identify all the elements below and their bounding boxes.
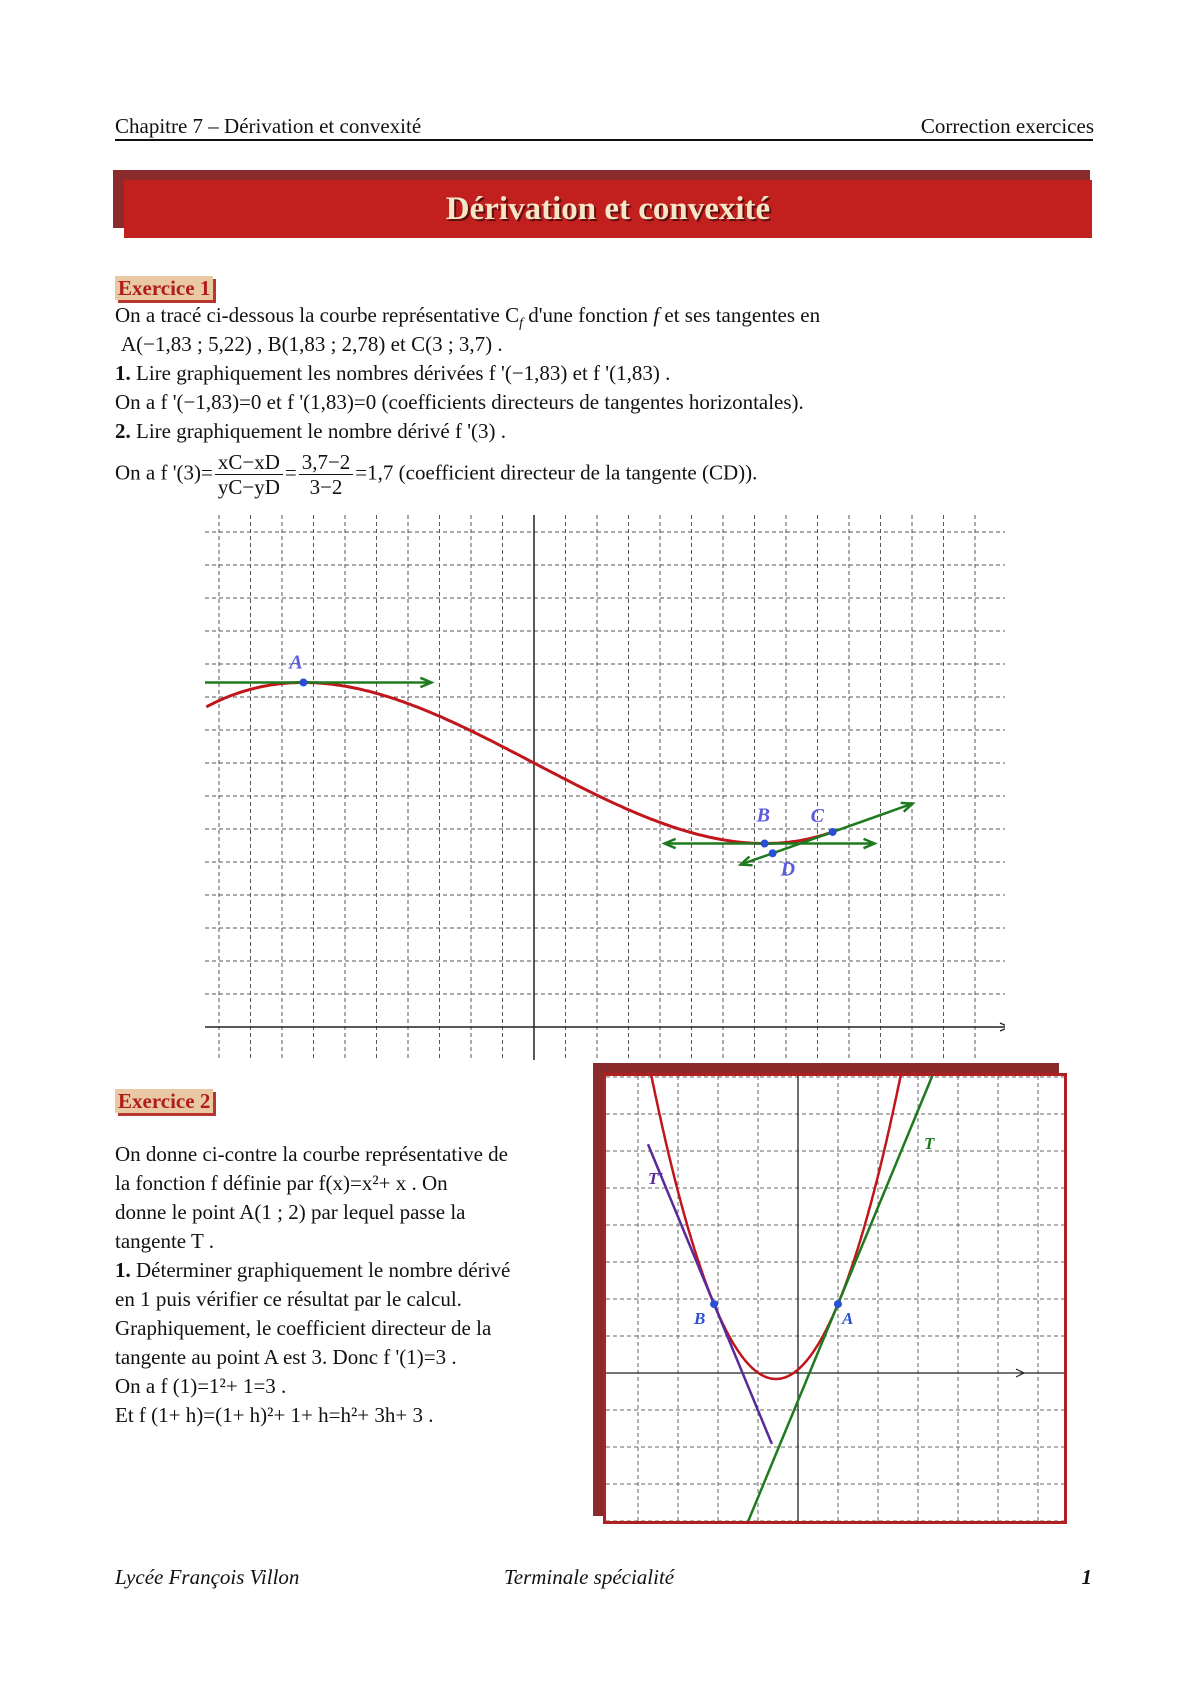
graph-2-frame xyxy=(603,1073,1067,1524)
exercise-2-line: On donne ci-contre la courbe représentative de xyxy=(115,1142,508,1166)
exercise-2-line: la fonction f définie par f(x)=x²+ x . On xyxy=(115,1171,448,1195)
footer-class: Terminale spécialité xyxy=(504,1565,675,1589)
exercise-2-label: Exercice 2 xyxy=(115,1089,213,1113)
point-c xyxy=(829,828,837,836)
footer-school: Lycée François Villon xyxy=(115,1565,300,1589)
section-header: Correction exercices xyxy=(920,114,1094,138)
label-t-prime: T' xyxy=(648,1169,664,1188)
fraction-values: $\frac{3,7-2}{3-2}$ xyxy=(299,450,354,499)
exercise-1-label: Exercice 1 xyxy=(115,276,213,300)
label-c: C xyxy=(810,804,824,827)
graph-exercise-1 xyxy=(205,515,1005,1060)
curve-parabola xyxy=(650,1076,901,1379)
exercise-2-line: Graphiquement, le coefficient directeur de la xyxy=(115,1316,492,1340)
exercise-2-line: donne le point A(1 ; 2) par lequel passe la xyxy=(115,1200,466,1224)
label-b: B xyxy=(694,1309,706,1329)
point-a xyxy=(834,1300,842,1308)
page-number: 1 xyxy=(1081,1565,1092,1589)
exercise-2-line: Et f (1+ h)=(1+ h)²+ 1+ h=h²+ 3h+ 3 . xyxy=(115,1403,434,1427)
page-title: Dérivation et convexité xyxy=(445,190,771,227)
exercise-2-text xyxy=(115,1140,510,1430)
chapter-header: Chapitre 7 – Dérivation et convexité xyxy=(115,114,422,138)
label-d: D xyxy=(780,858,796,881)
exercise-1-points: A(−1,83 ; 5,22) , B(1,83 ; 2,78) et C(3 ; 3,7) . xyxy=(121,332,503,356)
exercise-1-question-2: 2. Lire graphiquement le nombre dérivé f '(3) . xyxy=(115,419,506,443)
graph-exercise-2 xyxy=(606,1076,1064,1521)
fraction-slope: $\frac{xC-xD}{yC-yD}$ xyxy=(215,450,283,499)
exercise-2-line: en 1 puis vérifier ce résultat par le calcul. xyxy=(115,1287,462,1311)
exercise-1-answer-1: On a f '(−1,83)=0 et f '(1,83)=0 (coefficients directeurs de tangentes horizontales). xyxy=(115,390,804,414)
point-a xyxy=(299,678,307,686)
label-a: A xyxy=(289,651,303,674)
label-b: B xyxy=(756,804,770,827)
label-a: A xyxy=(841,1309,854,1329)
header-rule xyxy=(115,139,1093,141)
exercise-2-line: 1. Déterminer graphiquement le nombre dérivé xyxy=(115,1258,511,1282)
label-t: T xyxy=(924,1134,935,1153)
exercise-1-intro: On a tracé ci-dessous la courbe représentative $C_f$ d'une fonction f et ses tangentes en xyxy=(115,303,821,332)
exercise-2-line: tangente au point A est 3. Donc f '(1)=3 . xyxy=(115,1345,457,1369)
point-b xyxy=(710,1300,718,1308)
title-banner xyxy=(124,180,1092,238)
exercise-1-question-1: 1. Lire graphiquement les nombres dérivées f '(−1,83) et f '(1,83) . xyxy=(115,361,671,385)
point-d xyxy=(769,849,777,857)
exercise-2-line: tangente T . xyxy=(115,1229,214,1253)
tangent-t-prime xyxy=(648,1144,772,1444)
point-b xyxy=(761,840,769,848)
tangent-t xyxy=(735,1076,937,1521)
exercise-2-line: On a f (1)=1²+ 1=3 . xyxy=(115,1374,287,1398)
exercise-1-answer-2: On a f '(3)= $\frac{xC-xD}{yC-yD}$ = $\frac{3,7-2}{3-2}$ =1,7 (coefficient directeur de la tangente (CD)). xyxy=(115,450,758,499)
